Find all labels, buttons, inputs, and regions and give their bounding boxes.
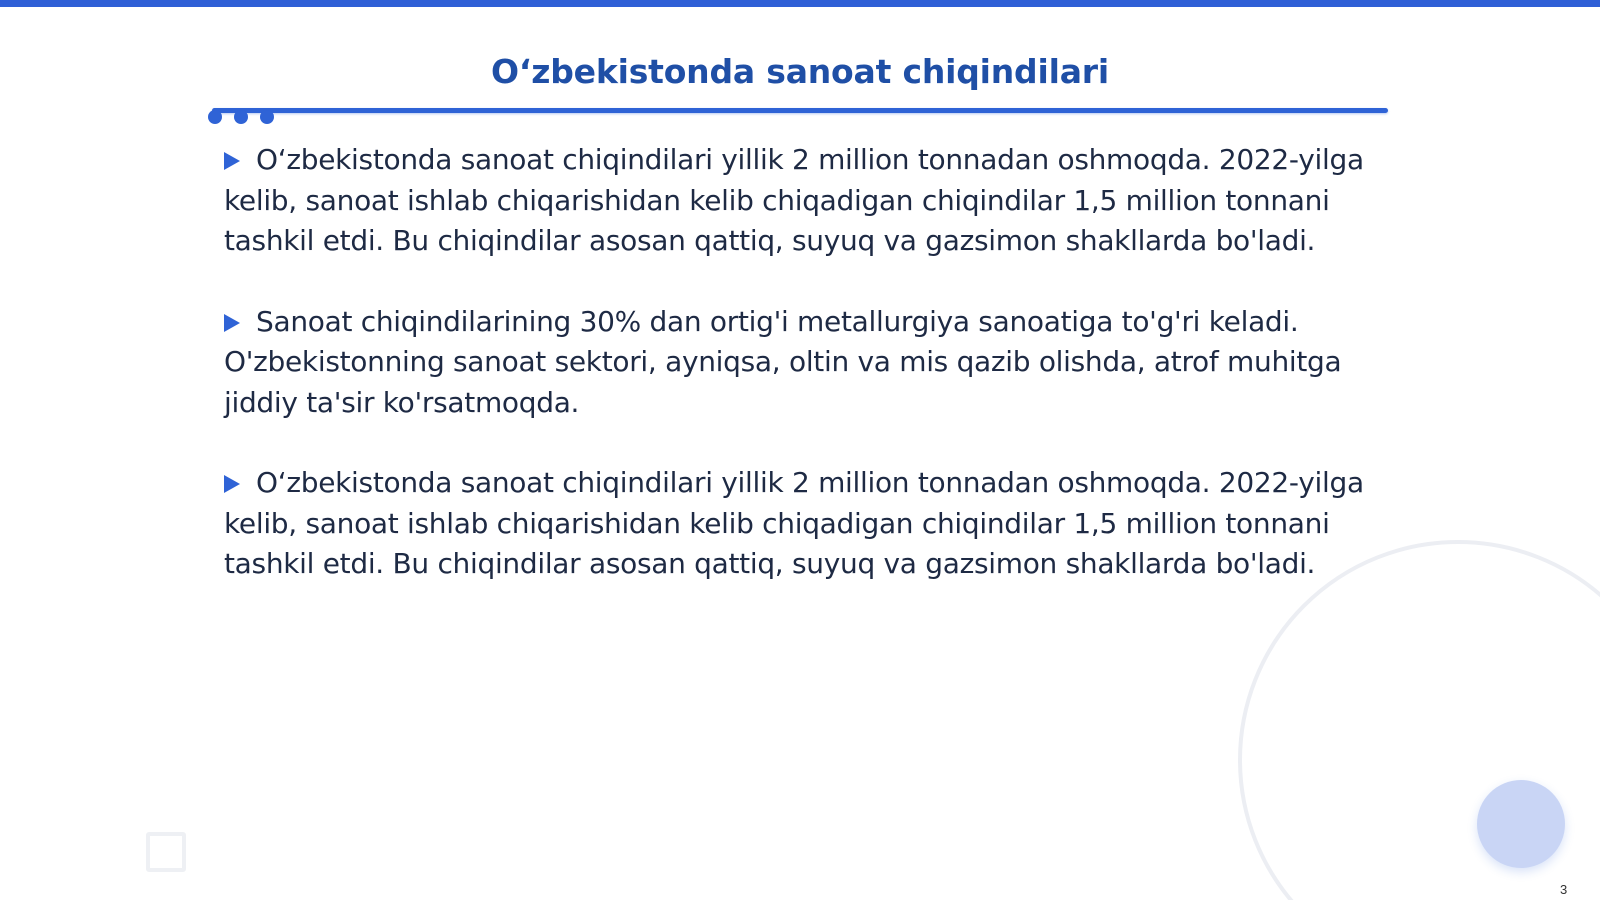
triangle-bullet-icon (224, 314, 240, 332)
bullet-paragraph (224, 463, 1374, 585)
triangle-bullet-icon (224, 152, 240, 170)
slide-title: O‘zbekistonda sanoat chiqindilari (491, 52, 1109, 91)
top-accent-bar (0, 0, 1600, 7)
bullet-paragraph (224, 140, 1374, 262)
title-underline (212, 108, 1388, 113)
decorative-dot (260, 110, 274, 124)
bullet-text: O‘zbekistonda sanoat chiqindilari yillik 2 million tonnadan oshmoqda. 2022-yilga kelib, sanoat ishlab chiqarishidan kelib chiqadigan chiqindilar 1,5 million tonnani tashkil etdi. Bu chiqindilar asosan qattiq, suyuq va gazsimon shakllarda bo'ladi. (224, 466, 1364, 580)
triangle-bullet-icon (224, 475, 240, 493)
decorative-square (146, 832, 186, 872)
decorative-dot (234, 110, 248, 124)
decorative-circle (1477, 780, 1565, 868)
page-number: 3 (1560, 882, 1568, 897)
bullet-list (224, 140, 1374, 625)
bullet-paragraph (224, 302, 1374, 424)
decorative-dot (208, 110, 222, 124)
bullet-text: O‘zbekistonda sanoat chiqindilari yillik 2 million tonnadan oshmoqda. 2022-yilga kelib, sanoat ishlab chiqarishidan kelib chiqadigan chiqindilar 1,5 million tonnani tashkil etdi. Bu chiqindilar asosan qattiq, suyuq va gazsimon shakllarda bo'ladi. (224, 143, 1364, 257)
bullet-text: Sanoat chiqindilarining 30% dan ortig'i metallurgiya sanoatiga to'g'ri keladi. O'zbekistonning sanoat sektori, ayniqsa, oltin va mis qazib olishda, atrof muhitga jiddiy ta'sir ko'rsatmoqda. (224, 304, 1342, 419)
